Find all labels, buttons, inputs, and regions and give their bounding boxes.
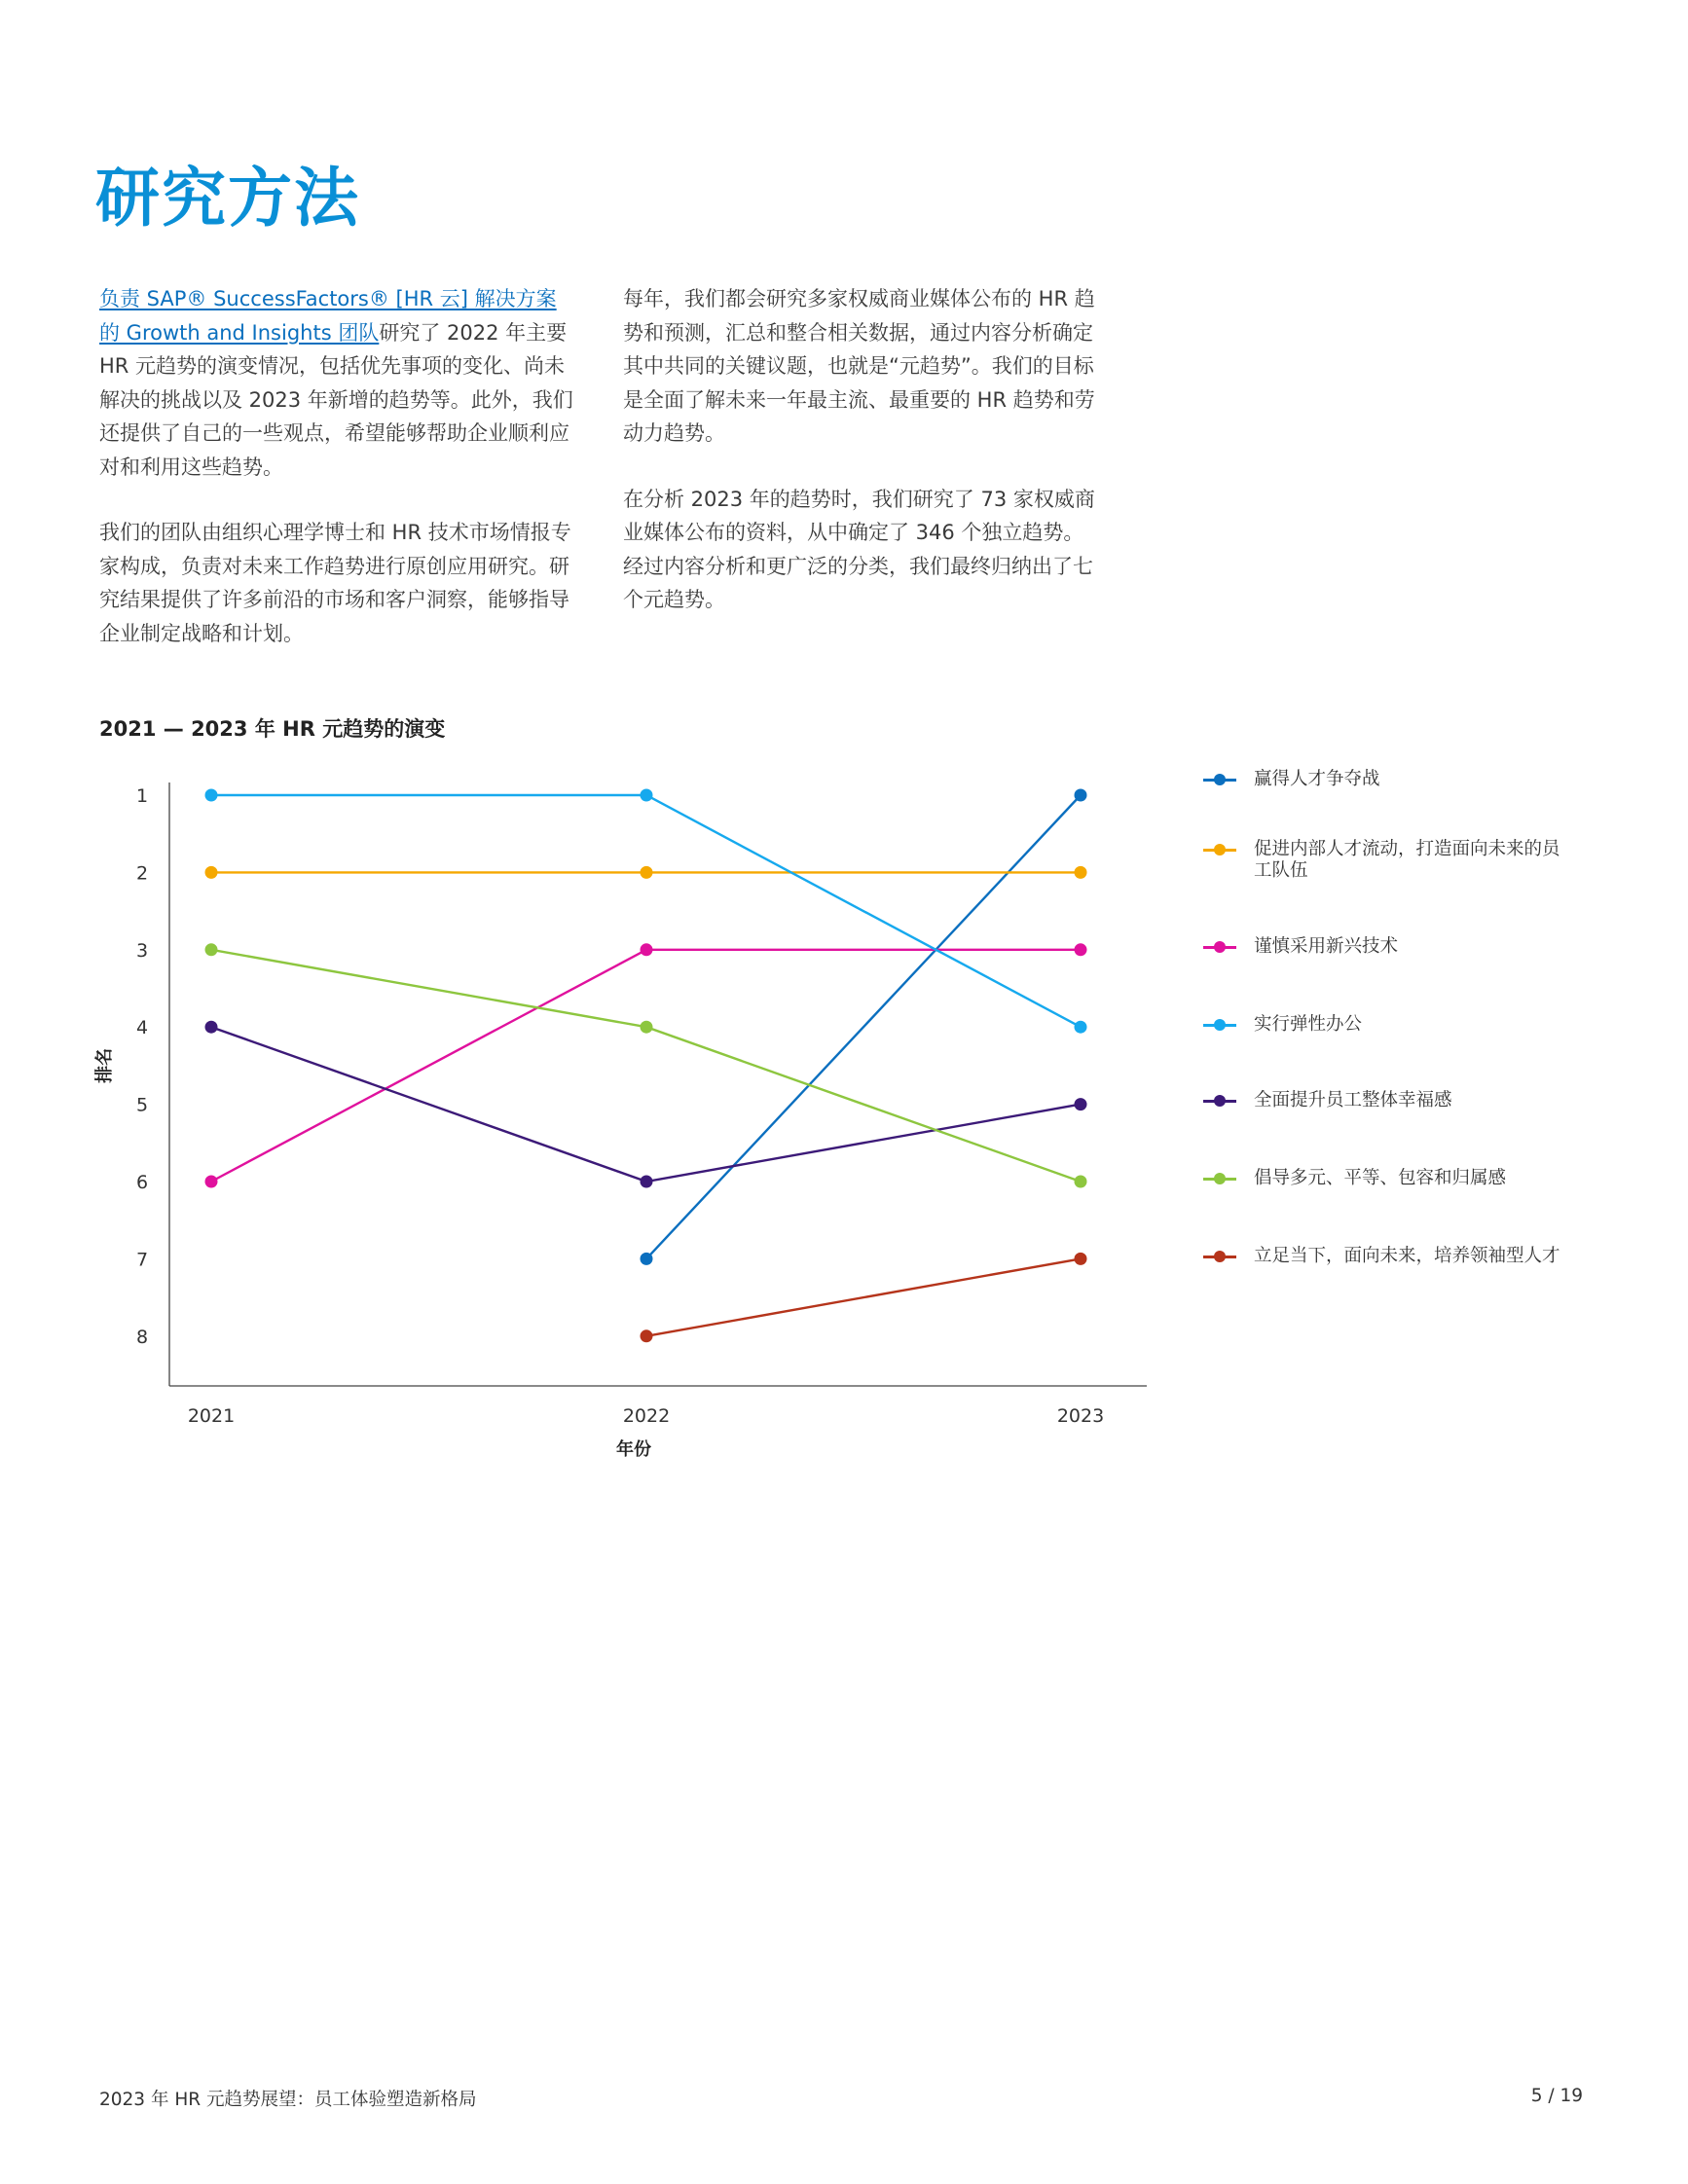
left-paragraph-1 (99, 282, 576, 484)
growth-insights-team-link[interactable]: 负责 SAP® SuccessFactors® [HR 云] 解决方案的 Growth and Insights 团队 (99, 287, 557, 345)
trend-rank-line-chart (88, 759, 1158, 1479)
series-6-point-2023 (1075, 1176, 1087, 1188)
series-line-5 (211, 1027, 1081, 1182)
legend-label-5: 全面提升员工整体幸福感 (1254, 1090, 1452, 1110)
right-paragraph-1: 每年，我们都会研究多家权威商业媒体公布的 HR 趋势和预测，汇总和整合相关数据，通过内容分析确定其中共同的关键议题，也就是“元趋势”。我们的目标是全面了解未来一年最主流、最重要的 HR 趋势和劳动力趋势。 (623, 287, 1095, 445)
series-3-point-2021 (205, 1176, 218, 1188)
y-tick-label-8: 8 (135, 1326, 149, 1348)
series-4-point-2022 (641, 789, 653, 802)
left-text-column (99, 282, 576, 682)
series-7-point-2022 (641, 1329, 653, 1342)
y-tick-label-3: 3 (135, 939, 149, 962)
series-line-1 (646, 795, 1081, 1258)
series-6-point-2021 (205, 943, 218, 956)
series-3-point-2023 (1075, 943, 1087, 956)
page-number: 5 / 19 (1530, 2086, 1583, 2106)
y-tick-label-5: 5 (135, 1094, 149, 1116)
y-tick-label-4: 4 (135, 1017, 149, 1039)
series-3-point-2022 (641, 943, 653, 956)
series-5-point-2021 (205, 1021, 218, 1034)
x-tick-label-2023: 2023 (1056, 1405, 1105, 1427)
series-line-3 (211, 950, 1081, 1182)
series-1-point-2022 (641, 1253, 653, 1265)
legend-item-3 (1203, 936, 1563, 958)
y-axis-title: 排名 (94, 1047, 115, 1083)
series-2-point-2021 (205, 866, 218, 879)
legend-item-5 (1203, 1090, 1563, 1111)
legend-label-3: 谨慎采用新兴技术 (1254, 936, 1399, 957)
series-1-point-2023 (1075, 789, 1087, 802)
series-line-6 (211, 950, 1081, 1182)
legend-label-2: 促进内部人才流动，打造面向未来的员工队伍 (1254, 839, 1560, 881)
y-tick-label-6: 6 (135, 1172, 149, 1193)
legend-swatch-6 (1203, 1168, 1236, 1189)
series-7-point-2023 (1075, 1253, 1087, 1265)
series-4-point-2021 (205, 789, 218, 802)
series-4-point-2023 (1075, 1021, 1087, 1034)
left-paragraph-1-text: 研究了 2022 年主要 HR 元趋势的演变情况，包括优先事项的变化、尚未解决的挑战以及 2023 年新增的趋势等。此外，我们还提供了自己的一些观点，希望能够帮助企业顺利应对和利用这些趋势。 (99, 320, 573, 479)
legend-item-7 (1203, 1246, 1563, 1267)
legend-label-7: 立足当下，面向未来，培养领袖型人才 (1254, 1246, 1560, 1266)
legend-label-4: 实行弹性办公 (1254, 1014, 1363, 1035)
legend-label-1: 赢得人才争夺战 (1254, 769, 1380, 789)
series-6-point-2022 (641, 1021, 653, 1034)
legend-swatch-1 (1203, 769, 1236, 790)
y-tick-label-7: 7 (135, 1249, 149, 1271)
legend-item-2 (1203, 839, 1563, 882)
legend-item-1 (1203, 769, 1563, 790)
legend-swatch-5 (1203, 1090, 1236, 1111)
series-5-point-2022 (641, 1176, 653, 1188)
x-tick-label-2021: 2021 (187, 1405, 236, 1427)
footer-document-title: 2023 年 HR 元趋势展望：员工体验塑造新格局 (99, 2090, 477, 2110)
page-title: 研究方法 (95, 161, 360, 236)
y-tick-label-2: 2 (135, 862, 149, 885)
series-line-4 (211, 795, 1081, 1027)
legend-label-6: 倡导多元、平等、包容和归属感 (1254, 1168, 1507, 1188)
legend-swatch-7 (1203, 1246, 1236, 1267)
legend-swatch-2 (1203, 839, 1236, 860)
series-2-point-2022 (641, 866, 653, 879)
chart-title: 2021 — 2023 年 HR 元趋势的演变 (99, 717, 446, 741)
series-2-point-2023 (1075, 866, 1087, 879)
right-paragraph-2: 在分析 2023 年的趋势时，我们研究了 73 家权威商业媒体公布的资料，从中确定了 346 个独立趋势。经过内容分析和更广泛的分类，我们最终归纳出了七个元趋势。 (623, 487, 1095, 611)
left-paragraph-2: 我们的团队由组织心理学博士和 HR 技术市场情报专家构成，负责对未来工作趋势进行原创应用研究。研究结果提供了许多前沿的市场和客户洞察，能够指导企业制定战略和计划。 (99, 521, 571, 645)
right-text-column (623, 282, 1100, 649)
legend-item-4 (1203, 1014, 1563, 1036)
y-tick-label-1: 1 (135, 785, 149, 807)
legend-swatch-4 (1203, 1014, 1236, 1036)
legend-swatch-3 (1203, 936, 1236, 958)
series-line-7 (646, 1258, 1081, 1335)
legend-item-6 (1203, 1168, 1563, 1189)
series-5-point-2023 (1075, 1098, 1087, 1110)
x-tick-label-2022: 2022 (622, 1405, 671, 1427)
x-axis-title: 年份 (616, 1439, 651, 1460)
